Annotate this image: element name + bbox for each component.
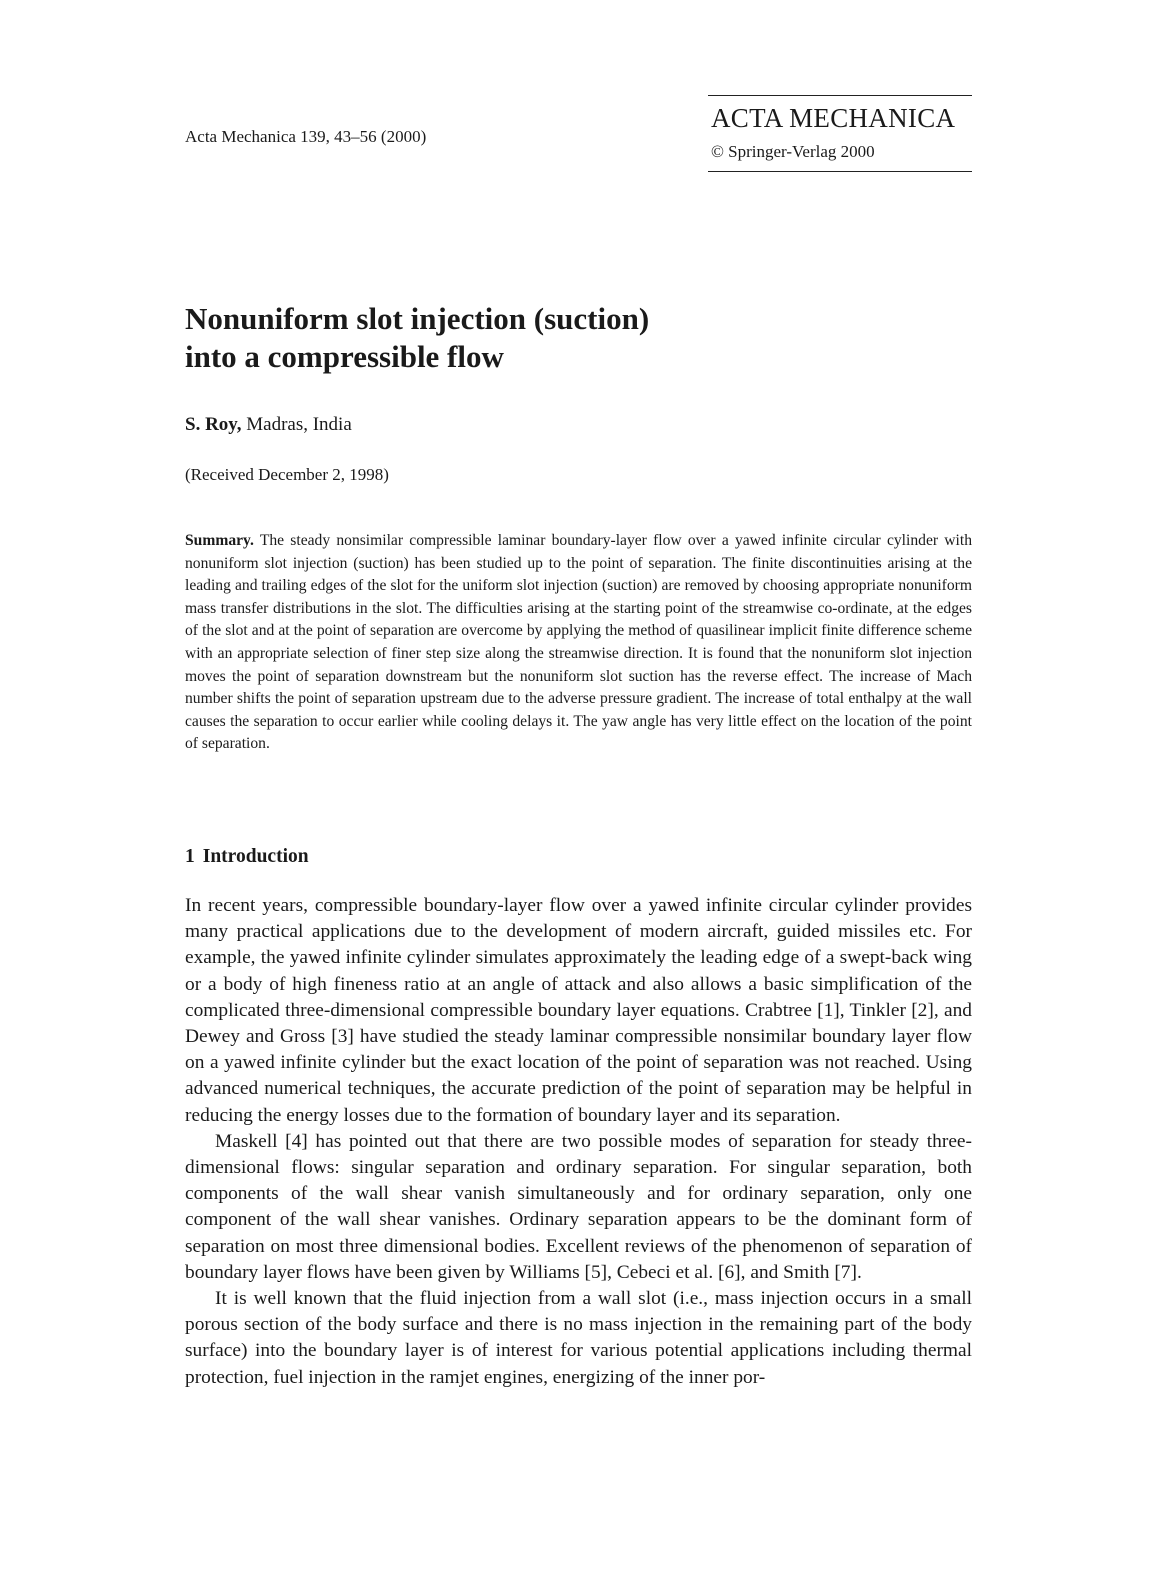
paper-title: [185, 300, 965, 376]
received-date: (Received December 2, 1998): [185, 465, 389, 484]
author-affiliation: Madras, India: [241, 414, 352, 435]
paper-title-line-1: Nonuniform slot injection (suction): [185, 301, 650, 336]
abstract-text: The steady nonsimilar compressible laminar boundary-layer flow over a yawed infinite circular cylinder with nonuniform slot injection (suction) has been studied up to the point of separation. The finite discontinuities arising at the leading and trailing edges of the slot for the uniform slot injection (suction) are removed by choosing appropriate nonuniform mass transfer distributions in the slot. The difficulties arising at the starting point of the streamwise co-ordinate, at the edges of the slot and at the point of separation are overcome by applying the method of quasilinear implicit finite difference scheme with an appropriate selection of finer step size along the streamwise direction. It is found that the nonuniform slot injection moves the point of separation downstream but the nonuniform slot suction has the reverse effect. The increase of Mach number shifts the point of separation upstream due to the adverse pressure gradient. The increase of total enthalpy at the wall causes the separation to occur earlier while cooling delays it. The yaw angle has very little effect on the location of the point of separation.: [185, 532, 972, 753]
section-heading: [185, 844, 309, 870]
abstract: [185, 530, 972, 756]
body-paragraph: It is well known that the fluid injection from a wall slot (i.e., mass injection occurs in a small porous section of the body surface and there is no mass injection in the remaining part of the body surface) into the boundary layer is of interest for various potential applications including thermal protection, fuel injection in the ramjet engines, energizing of the inner por-: [185, 1288, 972, 1388]
abstract-label: Summary.: [185, 532, 254, 549]
section-title: Introduction: [202, 846, 309, 867]
publisher-copyright: © Springer-Verlag 2000: [711, 142, 875, 161]
journal-name: ACTA MECHANICA: [711, 103, 956, 133]
body-paragraph: Maskell [4] has pointed out that there are two possible modes of separation for steady three-dimensional flows: singular separation and ordinary separation. For singular separation, both components of the wall shear vanish simultaneously and for ordinary separation, only one component of the wall shear vanishes. Ordinary separation appears to be the dominant form of separation on most three dimensional bodies. Excellent reviews of the phenomenon of separation of boundary layer flows have been given by Williams [5], Cebeci et al. [6], and Smith [7].: [185, 1130, 972, 1283]
journal-masthead: [708, 95, 972, 172]
body-paragraph: In recent years, compressible boundary-layer flow over a yawed infinite circular cylinder provides many practical applications due to the development of modern aircraft, guided missiles etc. For example, the yawed infinite cylinder simulates approximately the leading edge of a swept-back wing or a body of high fineness ratio at an angle of attack and also allows a basic simplification of the complicated three-dimensional compressible boundary layer equations. Crabtree [1], Tinkler [2], and Dewey and Gross [3] have studied the steady laminar compressible nonsimilar boundary layer flow on a yawed infinite cylinder but the exact location of the point of separation was not reached. Using advanced numerical techniques, the accurate prediction of the point of separation may be helpful in reducing the energy losses due to the formation of boundary layer and its separation.: [185, 895, 972, 1126]
paper-title-line-2: into a compressible flow: [185, 339, 504, 374]
journal-citation: Acta Mechanica 139, 43–56 (2000): [185, 127, 427, 146]
author-name: S. Roy,: [185, 414, 242, 435]
author-line: [185, 413, 352, 437]
body-text: [185, 893, 972, 1391]
section-number: 1: [185, 846, 195, 867]
